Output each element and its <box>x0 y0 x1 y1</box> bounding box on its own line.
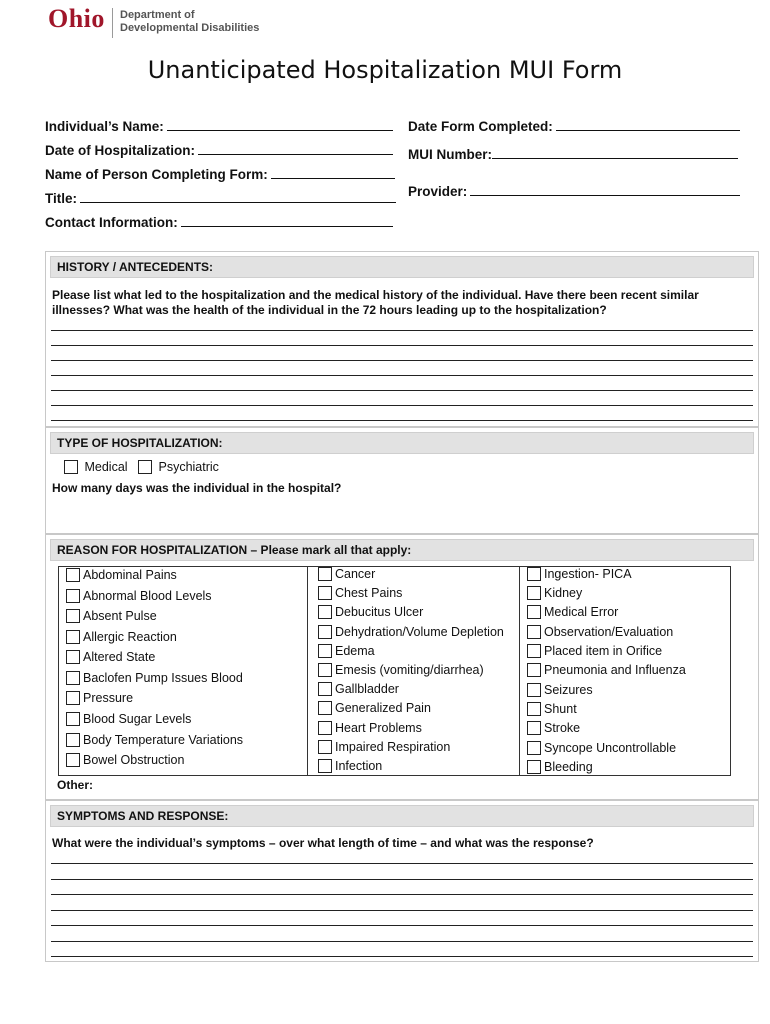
symptoms-line-7[interactable] <box>51 956 753 957</box>
history-line-1[interactable] <box>51 330 753 331</box>
reason-syncope[interactable] <box>527 741 676 756</box>
symptoms-line-4[interactable] <box>51 910 753 911</box>
reason-heart-problems[interactable] <box>318 721 422 736</box>
reason-label: Edema <box>335 644 375 658</box>
mui-number-field[interactable] <box>408 144 738 162</box>
reason-checkbox[interactable] <box>318 605 332 619</box>
dept-line-2: Developmental Disabilities <box>120 22 260 34</box>
reason-absent-pulse[interactable] <box>66 609 157 624</box>
reason-checkbox[interactable] <box>527 760 541 774</box>
reason-checkbox[interactable] <box>318 721 332 735</box>
reason-checkbox[interactable] <box>318 740 332 754</box>
symptoms-line-3[interactable] <box>51 894 753 895</box>
reason-label: Pressure <box>83 691 134 705</box>
psychiatric-checkbox[interactable] <box>138 460 152 474</box>
provider-field[interactable] <box>408 181 740 199</box>
reason-label: Kidney <box>544 586 583 600</box>
reason-label: Allergic Reaction <box>83 630 177 644</box>
reason-label: Bowel Obstruction <box>83 753 185 767</box>
reason-checkbox[interactable] <box>527 586 541 600</box>
reason-label: Impaired Respiration <box>335 740 451 754</box>
reason-observation[interactable] <box>527 625 673 640</box>
reason-bleeding[interactable] <box>527 760 593 775</box>
reason-checkbox[interactable] <box>66 712 80 726</box>
reason-checkbox[interactable] <box>66 568 80 582</box>
reason-cancer[interactable] <box>318 567 375 582</box>
reason-bowel-obstruction[interactable] <box>66 753 184 768</box>
reason-checkbox[interactable] <box>66 691 80 705</box>
history-line-5[interactable] <box>51 390 753 391</box>
reason-kidney[interactable] <box>527 586 582 601</box>
reason-label: Generalized Pain <box>335 701 431 715</box>
reason-ingestion-pica[interactable] <box>527 567 632 582</box>
reason-label: Altered State <box>83 650 156 664</box>
reason-label: Baclofen Pump Issues Blood <box>83 671 243 685</box>
history-heading: HISTORY / ANTECEDENTS: <box>50 256 754 278</box>
symptoms-heading: SYMPTOMS AND RESPONSE: <box>50 805 754 827</box>
contact-info-label: Contact Information: <box>45 215 178 230</box>
reason-edema[interactable] <box>318 644 375 659</box>
days-question: How many days was the individual in the hospital? <box>52 481 342 495</box>
reason-checkbox[interactable] <box>527 605 541 619</box>
reason-generalized-pain[interactable] <box>318 701 431 716</box>
date-hospitalization-label: Date of Hospitalization: <box>45 143 196 158</box>
column-divider-1 <box>307 567 308 775</box>
reason-checkbox[interactable] <box>527 663 541 677</box>
history-line-7[interactable] <box>51 420 753 421</box>
symptoms-line-6[interactable] <box>51 941 753 942</box>
reason-blood-sugar[interactable] <box>66 712 191 727</box>
ohio-logo: Ohio <box>48 4 105 33</box>
reason-altered-state[interactable] <box>66 650 155 665</box>
reason-label: Chest Pains <box>335 586 403 600</box>
reason-checkbox[interactable] <box>527 721 541 735</box>
provider-label: Provider: <box>408 184 468 199</box>
reason-checkbox[interactable] <box>527 702 541 716</box>
reason-label: Syncope Uncontrollable <box>544 741 677 755</box>
date-hospitalization-line[interactable] <box>198 140 393 155</box>
individual-name-field[interactable] <box>45 116 393 134</box>
reason-label: Blood Sugar Levels <box>83 712 192 726</box>
symptoms-section <box>45 800 759 962</box>
individual-name-label: Individual’s Name: <box>45 119 164 134</box>
reason-label: Ingestion- PICA <box>544 567 632 581</box>
reason-checkbox[interactable] <box>318 567 332 581</box>
reason-stroke[interactable] <box>527 721 580 736</box>
option-psychiatric[interactable] <box>138 460 219 475</box>
reason-label: Medical Error <box>544 605 619 619</box>
reason-checkbox[interactable] <box>527 625 541 639</box>
logo-divider <box>112 8 113 38</box>
history-line-4[interactable] <box>51 375 753 376</box>
reason-label: Absent Pulse <box>83 609 157 623</box>
reason-label: Bleeding <box>544 760 593 774</box>
type-heading: TYPE OF HOSPITALIZATION: <box>50 432 754 454</box>
reason-checkbox[interactable] <box>318 682 332 696</box>
reason-label: Body Temperature Variations <box>83 733 244 747</box>
reason-label: Abdominal Pains <box>83 568 177 582</box>
mui-number-line[interactable] <box>492 144 738 159</box>
reason-body-temperature[interactable] <box>66 733 243 748</box>
date-completed-label: Date Form Completed: <box>408 119 553 134</box>
reason-shunt[interactable] <box>527 702 577 717</box>
history-line-3[interactable] <box>51 360 753 361</box>
symptoms-line-2[interactable] <box>51 879 753 880</box>
reason-checkbox[interactable] <box>318 644 332 658</box>
reason-checkbox[interactable] <box>66 630 80 644</box>
date-completed-field[interactable] <box>408 116 740 134</box>
reason-label: Shunt <box>544 702 577 716</box>
reason-abdominal-pains[interactable] <box>66 568 177 583</box>
reason-checkbox[interactable] <box>318 625 332 639</box>
reason-checkbox[interactable] <box>318 663 332 677</box>
history-question: Please list what led to the hospitalization and the medical history of the individual. Have there been recent similar illnesses? What was the health of the individual in the 72 hours leading up to the hospitalization? <box>52 288 699 317</box>
reason-impaired-respiration[interactable] <box>318 740 450 755</box>
reason-checkbox[interactable] <box>66 589 80 603</box>
reason-placed-item[interactable] <box>527 644 662 659</box>
symptoms-question: What were the individual’s symptoms – over what length of time – and what was the response? <box>52 836 594 850</box>
reason-abnormal-blood-levels[interactable] <box>66 589 212 604</box>
reason-checkbox[interactable] <box>527 741 541 755</box>
person-completing-line[interactable] <box>271 164 395 179</box>
contact-info-line[interactable] <box>181 212 393 227</box>
option-medical[interactable] <box>64 460 128 475</box>
person-completing-field[interactable] <box>45 164 395 182</box>
symptoms-line-1[interactable] <box>51 863 753 864</box>
reason-label: Infection <box>335 759 383 773</box>
reason-checkbox[interactable] <box>66 671 80 685</box>
reason-checkbox[interactable] <box>318 586 332 600</box>
reason-label: Cancer <box>335 567 376 581</box>
history-section <box>45 251 759 427</box>
reason-label: Seizures <box>544 683 593 697</box>
reason-label: Heart Problems <box>335 721 422 735</box>
reason-emesis[interactable] <box>318 663 484 678</box>
date-hospitalization-field[interactable] <box>45 140 393 158</box>
medical-checkbox[interactable] <box>64 460 78 474</box>
medical-label: Medical <box>84 460 128 474</box>
reason-baclofen-pump[interactable] <box>66 671 243 686</box>
reason-label: Debucitus Ulcer <box>335 605 424 619</box>
department-name <box>120 9 259 35</box>
reason-dehydration[interactable] <box>318 625 504 640</box>
dept-line-1: Department of <box>120 9 195 21</box>
reason-label: Gallbladder <box>335 682 399 696</box>
mui-number-label: MUI Number: <box>408 147 492 162</box>
reason-label: Placed item in Orifice <box>544 644 663 658</box>
title-label: Title: <box>45 191 78 206</box>
reason-label: Dehydration/Volume Depletion <box>335 625 504 639</box>
reason-checkbox[interactable] <box>66 650 80 664</box>
reason-infection[interactable] <box>318 759 382 774</box>
symptoms-line-5[interactable] <box>51 925 753 926</box>
reason-checkbox[interactable] <box>527 683 541 697</box>
title-line[interactable] <box>80 188 396 203</box>
reason-label: Emesis (vomiting/diarrhea) <box>335 663 484 677</box>
history-line-6[interactable] <box>51 405 753 406</box>
reason-checkbox[interactable] <box>318 759 332 773</box>
reason-gallbladder[interactable] <box>318 682 399 697</box>
reason-medical-error[interactable] <box>527 605 618 620</box>
reason-label: Pneumonia and Influenza <box>544 663 686 677</box>
reason-label: Observation/Evaluation <box>544 625 674 639</box>
reason-allergic-reaction[interactable] <box>66 630 177 645</box>
reason-label: Abnormal Blood Levels <box>83 589 212 603</box>
contact-info-field[interactable] <box>45 212 393 230</box>
column-divider-2 <box>519 567 520 775</box>
reason-label: Stroke <box>544 721 581 735</box>
reason-seizures[interactable] <box>527 683 593 698</box>
reason-checkbox[interactable] <box>527 567 541 581</box>
reason-debucitus-ulcer[interactable] <box>318 605 423 620</box>
reason-pneumonia[interactable] <box>527 663 686 678</box>
reason-chest-pains[interactable] <box>318 586 402 601</box>
reason-checkbox[interactable] <box>318 701 332 715</box>
history-line-2[interactable] <box>51 345 753 346</box>
provider-line[interactable] <box>470 181 740 196</box>
date-completed-line[interactable] <box>556 116 740 131</box>
page-title: Unanticipated Hospitalization MUI Form <box>147 56 623 84</box>
psychiatric-label: Psychiatric <box>158 460 219 474</box>
reason-heading: REASON FOR HOSPITALIZATION – Please mark all that apply: <box>50 539 754 561</box>
reason-checkbox[interactable] <box>527 644 541 658</box>
individual-name-line[interactable] <box>167 116 393 131</box>
other-label: Other: <box>57 778 93 792</box>
title-field[interactable] <box>45 188 396 206</box>
reason-checkbox[interactable] <box>66 609 80 623</box>
reason-checkbox[interactable] <box>66 733 80 747</box>
person-completing-label: Name of Person Completing Form: <box>45 167 268 182</box>
reason-checkbox[interactable] <box>66 753 80 767</box>
reason-pressure[interactable] <box>66 691 133 706</box>
